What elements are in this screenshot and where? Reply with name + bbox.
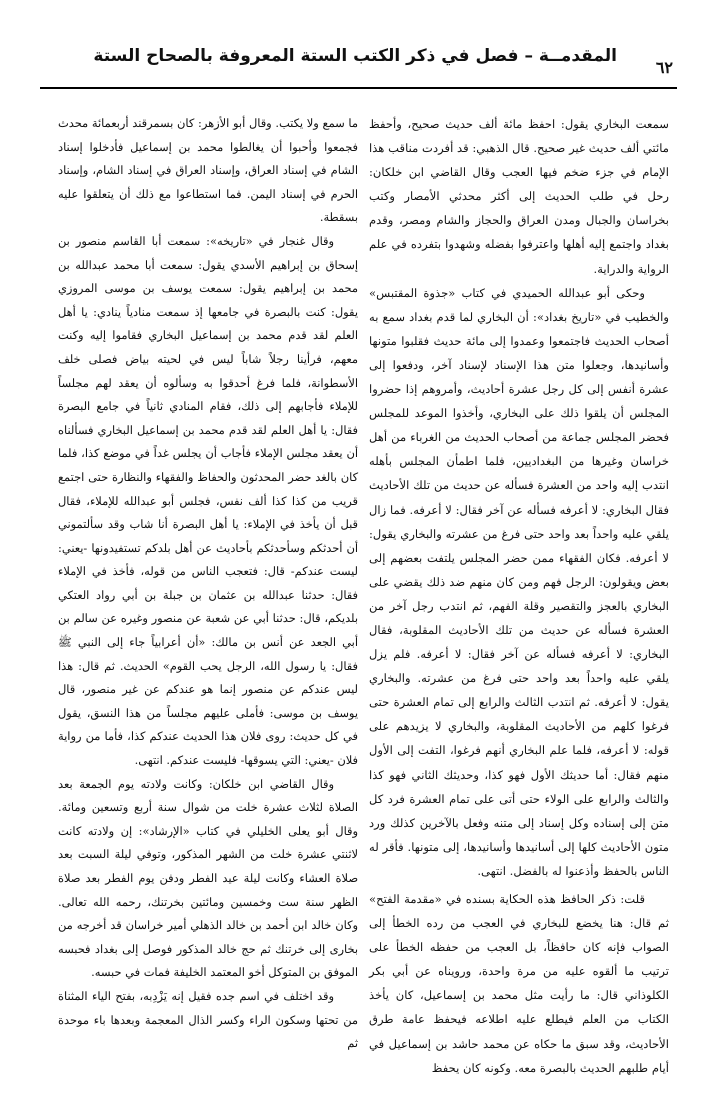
paragraph: ما سمع ولا يكتب. وقال أبو الأزهر: كان بسمرقند أربعمائة محدث فجمعوا وأحبوا أن يغالطوا محمد بن إسماعيل فأدخلوا إسناد الشام في إسناد العراق، وإسناد العراق في إسناد الشام، وإسناد الحرم في إسناد اليمن. فما استطاعوا مع ذلك أن يتعلقوا عليه بسقطة. [58, 116, 358, 225]
paragraph: وقال غنجار في «تاريخه»: سمعت أبا القاسم منصور بن إسحاق بن إبراهيم الأسدي يقول: سمعت أبا محمد عبدالله بن محمد بن إبراهيم يقول: سمعت يوسف بن موسى المروزي يقول: كنت بالبصرة في جامعها إذ سمعت منادياً ينادي: يا أهل العلم لقد قدم محمد بن إسماعيل البخاري فقاموا إليه وكنت معهم، فرأينا رجلاً شاباً ليس في لحيته بياض فصلى خلف الأسطوانة، فلما فرغ أحدقوا به وسألوه أن يعقد لهم مجلساً للإملاء فأجابهم إلى ذلك، فقام المنادي ثانياً في جامع البصرة فقال: يا أهل العلم لقد قدم محمد بن إسماعيل البخاري فسألناه أن يعقد مجلس الإملاء فأجاب أن يجلس غداً في موضع كذا، فلما كان بالغد حضر المحدثون والحفاظ والفقهاء والنظارة حتى اجتمع قريب من كذا كذا ألف نفس، فجلس أبو عبدالله للإملاء، فقال قبل أن يأخذ في الإملاء: يا أهل البصرة أنا شاب وقد سألتموني أن أحدثكم وسأحدثكم بأحاديث عن أهل بلدكم تستفيدونها -يعني: ليست عندكم- قال: فتعجب الناس من قوله، فأخذ في الإملاء فقال: حدثنا عبدالله بن عثمان بن جبلة بن أبي رواد العتكي بلديكم، قال: حدثنا أبي عن شعبة عن منصور وغيره عن سالم بن أبي الجعد عن أنس بن مالك: «أن أعرابياً جاء إلى النبي ﷺ فقال: يا رسول الله، الرجل يحب القوم» الحديث. ثم قال: هذا ليس عندكم عن منصور إنما هو عندكم عن غير منصور، قال يوسف بن موسى: فأملى عليهم مجلساً من هذا النسق، يقول في كل حديث: روى فلان هذا الحديث عندكم كذا، فأما من رواية فلان -يعني: التي يسوقها- فليست عندكم. انتهى. [58, 233, 358, 768]
paragraph: وقد اختلف في اسم جده فقيل إنه يَزْدِبه، بفتح الياء المثناة من تحتها وسكون الراء وكسر الذال المعجمة وبعدها باء موحدة ثم [58, 988, 358, 1051]
header-title: المقدمــة – فصل في ذكر الكتب الستة المعروفة بالصحاح الستة [93, 46, 617, 66]
header-rule [40, 87, 677, 89]
page-number: ٦٢ [655, 58, 673, 77]
paragraph: وحكى أبو عبدالله الحميدي في كتاب «جذوة المقتبس» والخطيب في «تاريخ بغداد»: أن البخاري لما قدم بغداد سمع به أصحاب الحديث فاجتمعوا وعمدوا إلى مائة حديث فقلبوا متونها وأسانيدها، وجعلوا متن هذا الإسناد لإسناد آخر، ودفعوا إلى عشرة أنفس إلى كل رجل عشرة أحاديث، وأمروهم إذا حضروا المجلس أن يلقوا ذلك على البخاري، وأخذوا الموعد للمجلس فحضر المجلس جماعة من أصحاب الحديث من الغرباء من أهل خراسان وغيرها من البغداديين، فلما اطمأن المجلس بأهله انتدب إليه واحد من العشرة فسأله عن حديث من تلك الأحاديث فقال البخاري: لا أعرفه فسأله عن آخر فقال: لا أعرفه. فما زال يلقي عليه واحداً بعد واحد حتى فرغ من عشرته والبخاري يقول: لا أعرفه. فكان الفقهاء ممن حضر المجلس يلتفت بعضهم إلى بعض ويقولون: الرجل فهم ومن كان منهم ضد ذلك يقضي على البخاري بالعجز والتقصير وقلة الفهم، ثم انتدب رجل آخر من العشرة فسأله عن حديث من تلك الأحاديث المقلوبة، فقال البخاري: لا أعرفه فسأله عن آخر فقال: لا أعرفه. فلم يزل يلقي عليه واحداً بعد واحد حتى فرغ من عشرته. والبخاري يقول: لا أعرفه. ثم انتدب الثالث والرابع إلى تمام العشرة حتى فرغوا كلهم من الأحاديث المقلوبة، والبخاري لا يزيدهم على قوله: لا أعرفه، فلما علم البخاري أنهم فرغوا، التفت إلى الأول منهم فقال: أما حديثك الأول فهو كذا، وحديثك الثاني فهو كذا والثالث والرابع على الولاء حتى أتى على تمام العشرة فرد كل متن إلى إسناده وكل إسناد إلى متنه وفعل بالآخرين كذلك ورد متون الأحاديث كلها إلى أسانيدها وأسانيدها، إلى متونها. فأقر له الناس بالحفظ وأذعنوا له بالفضل. انتهى. [369, 285, 669, 878]
paragraph: سمعت البخاري يقول: احفظ مائة ألف حديث صحيح، وأحفظ مائتي ألف حديث غير صحيح. قال الذهبي: قد أفردت مناقب هذا الإمام في جزء ضخم فيها العجب وقال القاضي ابن خلكان: رحل في طلب الحديث إلى أكثر محدثي الأمصار وكتب بخراسان والجبال ومدن العراق والحجاز والشام ومصر، وقدم بغداد واجتمع إليه أهلها واعترفوا بفضله وشهدوا بتفرده في علم الرواية والدراية. [369, 117, 669, 276]
left-column [58, 112, 358, 1056]
right-column [369, 112, 669, 1080]
running-header [44, 38, 677, 78]
paragraph: قلت: ذكر الحافظ هذه الحكاية بسنده في «مقدمة الفتح» ثم قال: هنا يخضع للبخاري في العجب من رده الخطأ إلى الصواب فإنه كان حافظاً، بل العجب من حفظه الخطأ على ترتيب ما ألقوه عليه من مرة واحدة، ورويناه عن أبي بكر الكلوذاني قال: ما رأيت مثل محمد بن إسماعيل، كان يأخذ الكتاب من العلم فيطلع عليه اطلاعه فيحفظ عامة طرق الأحاديث، وقد سبق ما حكاه عن محمد حاشد بن إسماعيل في أيام طلبهم الحديث بالبصرة معه. وكونه كان يحفظ [369, 892, 669, 1075]
paragraph: وقال القاضي ابن خلكان: وكانت ولادته يوم الجمعة بعد الصلاة لثلاث عشرة خلت من شوال سنة أربع وتسعين ومائة. وقال أبو يعلى الخليلي في كتاب «الإرشاد»: إن ولادته كانت لاثنتي عشرة خلت من الشهر المذكور، وتوفي ليلة السبت بعد صلاة العشاء وكانت ليلة عيد الفطر ودفن يوم الفطر بعد صلاة الظهر سنة ست وخمسين ومائتين بخرتنك، رحمه الله تعالى. وكان خالد ابن أحمد بن خالد الذهلي أمير خراسان قد أخرجه من بخارى إلى خرتنك ثم حج خالد المذكور فوصل إلى بغداد فحبسه الموفق بن المتوكل أخو المعتمد الخليفة فمات في حبسه. [58, 776, 358, 980]
